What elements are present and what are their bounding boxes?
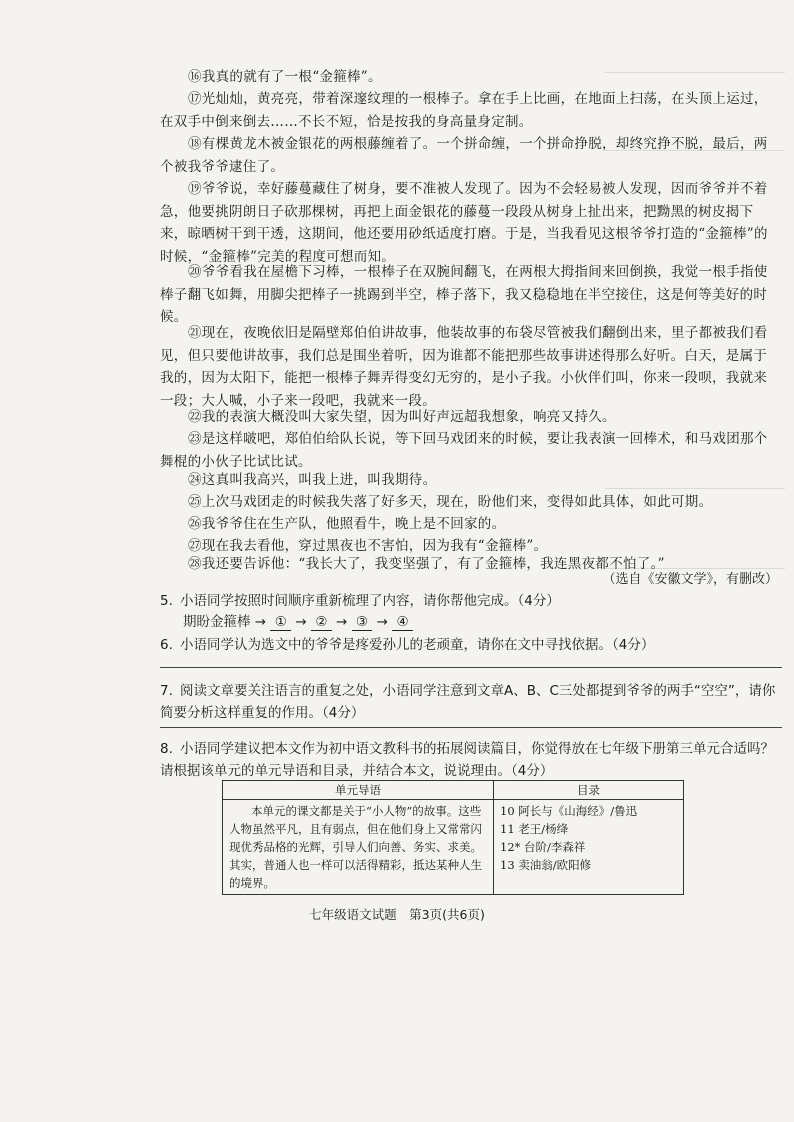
- arrow: →: [254, 614, 267, 630]
- toc-item: 13 卖油翁/欧阳修: [500, 858, 592, 872]
- chain-start: 期盼金箍棒: [183, 614, 251, 630]
- question-5: [160, 590, 780, 612]
- answer-blank-4[interactable]: ④: [392, 614, 413, 631]
- paragraph-27: ㉗现在我去看他，穿过黑夜也不害怕，因为我有“金箍棒”。: [188, 538, 548, 554]
- toc-item: 10 阿长与《山海经》/鲁迅: [500, 804, 638, 818]
- paragraph-18: ⑱有棵黄龙木被金银花的两根藤缠着了。一个拼命缠，一个拼命挣脱，却终究挣不脱，最后，两个被我爷爷逮住了。: [160, 136, 768, 175]
- arrow: →: [376, 614, 388, 630]
- unit-guide-table: [222, 780, 684, 895]
- question-number: 7.: [160, 683, 173, 699]
- answer-line[interactable]: [160, 727, 782, 728]
- question-7: [160, 680, 780, 724]
- answer-blank-2[interactable]: ②: [311, 614, 332, 631]
- question-text: 小语同学建议把本文作为初中语文教科书的拓展阅读篇目，你觉得放在七年级下册第三单元合适吗？请根据该单元的单元导语和目录，并结合本文，说说理由。（4分）: [160, 741, 774, 779]
- page-footer: 七年级语文试题 第3页(共6页): [309, 907, 485, 922]
- toc-item: 11 老王/杨绛: [500, 822, 569, 836]
- answer-blank-1[interactable]: ①: [270, 614, 291, 631]
- question-number: 5.: [160, 593, 173, 609]
- paragraph-24: ㉔这真叫我高兴，叫我上进，叫我期待。: [188, 472, 437, 488]
- question-text: 小语同学认为选文中的爷爷是疼爱孙儿的老顽童，请你在文中寻找依据。（4分）: [180, 637, 655, 653]
- question-8: [160, 738, 780, 782]
- paragraph-22: ㉒我的表演大概没叫大家失望，因为叫好声远超我想象，响亮又持久。: [188, 409, 616, 425]
- table-of-contents: [494, 800, 684, 895]
- timeline-fill-chain: [183, 610, 413, 631]
- question-text: 阅读文章要关注语言的重复之处，小语同学注意到文章A、B、C三处都提到爷爷的两手“空空”，请你简要分析这样重复的作用。（4分）: [160, 683, 776, 721]
- paragraph-23: ㉓是这样啵吧，郑伯伯给队长说，等下回马戏团来的时候，要让我表演一回棒术，和马戏团那个舞棍的小伙子比试比试。: [160, 431, 768, 470]
- paragraph-20: ⑳爷爷看我在屋檐下习棒，一根棒子在双腕间翻飞，在两根大拇指间来回倒换，我觉一根手指使棒子翻飞如舞，用脚尖把棒子一挑踢到半空，棒子落下，我又稳稳地在半空接住，这是何等美好的时候。: [160, 264, 768, 325]
- paragraph-21: ㉑现在，夜晚依旧是隔壁郑伯伯讲故事，他装故事的布袋尽管被我们翻倒出来，里子都被我们看见，但只要他讲故事，我们总是围坐着听，因为谁都不能把那些故事讲述得那么好听。白天，是属于我的，因为太阳下，能把一根棒子舞弄得变幻无穷的，是小子我。小伙伴们叫，你来一段呗，我就来一段；大人喊，小子来一段吧，我就来一段。: [160, 325, 768, 409]
- source-note: （选自《安徽文学》，有删改）: [602, 572, 778, 587]
- table-header-guide: 单元导语: [223, 781, 494, 800]
- question-text: 小语同学按照时间顺序重新梳理了内容，请你帮他完成。（4分）: [180, 593, 560, 609]
- table-header-toc: 目录: [494, 781, 684, 800]
- paragraph-16: ⑯我真的就有了一根“金箍棒”。: [188, 69, 382, 85]
- paragraph-26: ㉖我爷爷住在生产队，他照看牛，晚上是不回家的。: [188, 516, 506, 532]
- question-number: 6.: [160, 637, 173, 653]
- question-number: 8.: [160, 741, 173, 757]
- answer-blank-3[interactable]: ③: [352, 614, 373, 631]
- toc-item: 12* 台阶/李森祥: [500, 840, 586, 854]
- arrow: →: [295, 614, 307, 630]
- paragraph-28: ㉘我还要告诉他：“我长大了，我变坚强了，有了金箍棒，我连黑夜都不怕了。”: [188, 556, 665, 572]
- unit-guide-text: 本单元的课文都是关于“小人物”的故事。这些人物虽然平凡，且有弱点，但在他们身上又常常闪现优秀品格的光辉，引导人们向善、务实、求美。其实，普通人也一样可以活得精彩，抵达某种人生的境界。: [223, 800, 494, 895]
- answer-line[interactable]: [160, 667, 782, 668]
- paragraph-17: ⑰光灿灿，黄亮亮，带着深邃纹理的一根棒子。拿在手上比画，在地面上扫荡，在头顶上运过，在双手中倒来倒去……不长不短，恰是按我的身高量身定制。: [160, 91, 768, 130]
- question-6: [160, 634, 780, 656]
- arrow: →: [336, 614, 348, 630]
- paragraph-25: ㉕上次马戏团走的时候我失落了好多天，现在，盼他们来，变得如此具体，如此可期。: [188, 494, 713, 510]
- paragraph-19: ⑲爷爷说，幸好藤蔓藏住了树身，要不准被人发现了。因为不会轻易被人发现，因而爷爷并不着急，他要挑阴朗日子砍那棵树，再把上面金银花的藤蔓一段段从树身上扯出来，把黝黑的树皮揭下来，晾晒树干到干透，这期间，他还要用砂纸适度打磨。于是，当我看见这根爷爷打造的“金箍棒”的时候，“金箍棒”完美的程度可想而知。: [160, 181, 768, 265]
